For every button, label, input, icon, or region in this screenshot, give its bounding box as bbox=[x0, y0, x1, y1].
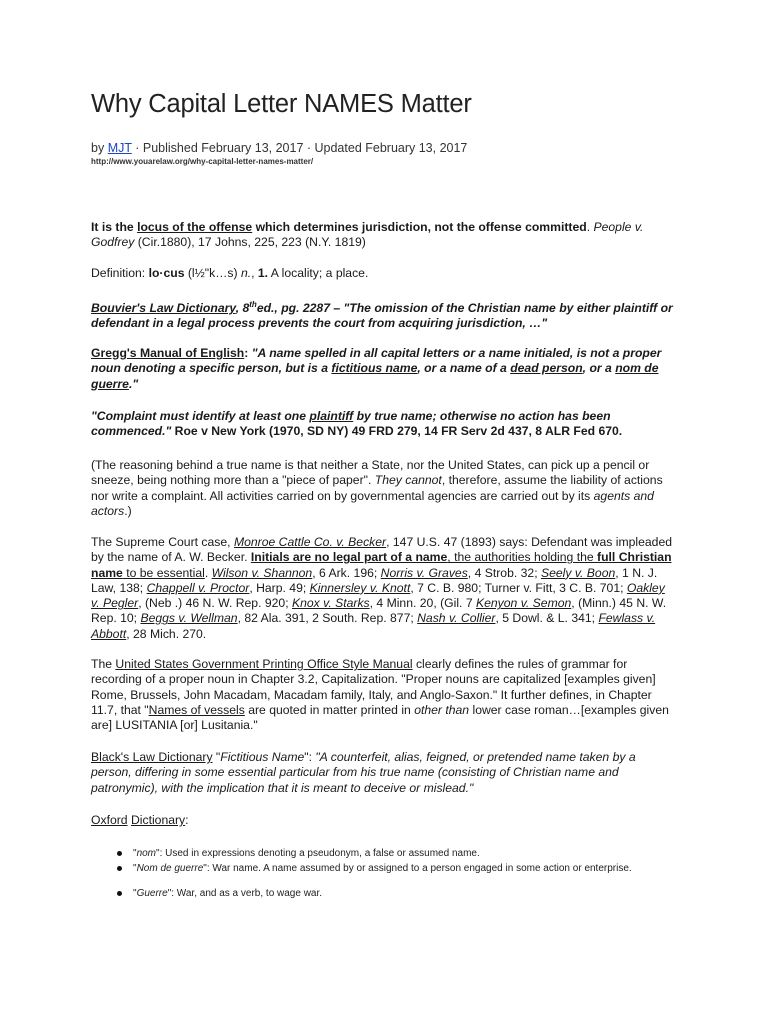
text-run: , 5 Dowl. & L. 341; bbox=[495, 611, 599, 626]
case-citation: Fewlass v. Abbott bbox=[91, 611, 656, 641]
text-run: ." bbox=[128, 376, 139, 391]
text-run: , (Minn.) 45 N. W. Rep. 10; bbox=[91, 596, 667, 626]
text-run: ed., pg. 2287 – "The omission of the Christian name by either plaintiff or defendant in a legal process prevents the court from acquiring jurisdiction, …" bbox=[91, 301, 673, 331]
text-run: by true name; otherwise no action has been commenced." bbox=[91, 409, 611, 439]
term: nom bbox=[136, 848, 157, 859]
text-run: Black's Law Dictionary bbox=[91, 750, 213, 764]
text-run: to be essential bbox=[122, 565, 205, 580]
text-run: fictitious name bbox=[331, 361, 418, 376]
list-item bbox=[91, 861, 676, 876]
bullet-icon bbox=[117, 891, 122, 896]
case-citation: Oakley v. Pegler bbox=[91, 580, 665, 611]
case-citation: Chappell v. Proctor bbox=[146, 580, 250, 595]
text-run: Definition: bbox=[91, 266, 149, 280]
text-run: , the authorities holding the bbox=[447, 550, 598, 565]
text-run: Roe v New York (1970, SD NY) 49 FRD 279, 14 FR Serv 2d 437, 8 ALR Fed 670. bbox=[171, 424, 623, 439]
text-run: It is the bbox=[91, 220, 138, 234]
text-run: , 147 U.S. 47 (1893) says: Defendant was impleaded by the name of A. W. Becker. bbox=[91, 535, 673, 565]
text-run: , 4 Minn. 20, (Gil. 7 bbox=[369, 596, 476, 611]
text-run: Fictitious Name bbox=[220, 750, 305, 764]
text-run: "Complaint must identify at least one bbox=[91, 409, 310, 423]
text-run: : bbox=[185, 813, 189, 827]
text-run: locus of the offense bbox=[137, 220, 253, 234]
text-run: . bbox=[204, 565, 212, 580]
text-run: Dictionary bbox=[130, 813, 186, 827]
paragraph-oxford bbox=[91, 813, 676, 828]
text-run: , or a name of a bbox=[417, 361, 511, 376]
text-run: Oxford bbox=[91, 813, 128, 827]
text-run: The Supreme Court case, bbox=[91, 535, 234, 549]
text-run: "A counterfeit, alias, feigned, or pretended name taken by a person, differing in some essential particular from his true name (consisting of Christian name and patronymic), with the implication that it is meant to deceive or mislead." bbox=[91, 750, 636, 795]
case-citation: Monroe Cattle Co. v. Becker bbox=[233, 535, 387, 549]
text-run: , 4 Strob. 32; bbox=[467, 565, 541, 580]
text-run: ": Used in expressions denoting a pseudonym, a false or assumed name. bbox=[156, 848, 480, 859]
text-run: dead person bbox=[510, 361, 583, 376]
text-run: Bouvier's Law Dictionary bbox=[91, 301, 236, 315]
case-citation: Knox v. Starks bbox=[291, 596, 370, 611]
paragraph-gpo-style bbox=[91, 657, 676, 733]
text-run: (l½"k…s) bbox=[184, 266, 241, 280]
text-run: " bbox=[133, 888, 137, 899]
text-run: Initials are no legal part of a name bbox=[250, 550, 448, 565]
text-run: , therefore, assume the liability of actions nor write a complaint. All activities carried on by governmental agencies are carried out by its bbox=[91, 473, 663, 503]
text-run: .) bbox=[124, 503, 132, 518]
text-run: n. bbox=[240, 266, 252, 280]
text-run: lower case roman…[examples given are] LUSITANIA [or] Lusitania." bbox=[91, 702, 669, 733]
paragraph-blacks bbox=[91, 750, 676, 796]
case-citation: Norris v. Graves bbox=[380, 565, 468, 580]
text-run: , 82 Ala. 391, 2 South. Rep. 877; bbox=[237, 611, 418, 626]
term: Guerre bbox=[136, 888, 168, 899]
byline bbox=[91, 141, 467, 155]
text-run: plaintiff bbox=[309, 409, 354, 423]
text-run: , or a bbox=[582, 361, 616, 376]
text-run: clearly defines the rules of grammar for recording of a proper noun in Chapter 3.2, Capitalization. "Proper nouns are capitalized [examples given] Rome, Brussels, John Macadam, Macadam family, Italy, and Anglo-Saxon." It further defines, in Chapter 11.7, that " bbox=[91, 657, 656, 717]
text-run: other than bbox=[414, 702, 470, 717]
bullet-icon bbox=[117, 866, 122, 871]
text-run: agents and actors bbox=[91, 488, 654, 518]
paragraph-greggs bbox=[91, 346, 676, 392]
case-citation: Kenyon v. Semon bbox=[475, 596, 572, 611]
text-run: full Christian name bbox=[91, 550, 672, 580]
paragraph-supreme-court bbox=[91, 535, 676, 642]
text-run: , 28 Mich. 270. bbox=[126, 626, 207, 641]
text-run: Gregg's Manual of English bbox=[91, 346, 245, 360]
list-item bbox=[91, 886, 676, 901]
paragraph-reasoning bbox=[91, 458, 676, 519]
text-run: United States Government Printing Office Style Manual bbox=[115, 657, 413, 671]
paragraph-locus bbox=[91, 220, 676, 251]
text-run: , 6 Ark. 196; bbox=[312, 565, 381, 580]
byline-prefix: by bbox=[91, 141, 108, 155]
case-citation: People v. Godfrey bbox=[91, 220, 644, 250]
source-url: http://www.youarelaw.org/why-capital-letter-names-matter/ bbox=[91, 157, 314, 166]
text-run: , 1 N. J. Law, 138; bbox=[91, 565, 658, 595]
author-link[interactable]: MJT bbox=[107, 141, 132, 155]
bullet-icon bbox=[117, 851, 122, 856]
text-run: , 7 C. B. 980; Turner v. Fitt, 3 C. B. 701; bbox=[410, 580, 627, 595]
text-run: , 8 bbox=[235, 301, 250, 315]
text-run: (The reasoning behind a true name is that neither a State, nor the United States, can pick up a pencil or sneeze, being nothing more than a "piece of paper". bbox=[91, 458, 650, 488]
text-run: (Cir.1880), 17 Johns, 225, 223 (N.Y. 1819) bbox=[134, 235, 366, 250]
term: Nom de guerre bbox=[136, 863, 204, 874]
text-run: lo·cus bbox=[148, 266, 185, 280]
text-run: 1. bbox=[257, 266, 269, 280]
text-run: ": War, and as a verb, to wage war. bbox=[167, 888, 323, 899]
text-run: . bbox=[586, 220, 594, 234]
text-run: " bbox=[133, 848, 137, 859]
text-run: are quoted in matter printed in bbox=[244, 702, 415, 717]
text-run: , (Neb .) 46 N. W. Rep. 920; bbox=[138, 596, 292, 611]
case-citation: Wilson v. Shannon bbox=[211, 565, 313, 580]
text-run: "A name spelled in all capital letters or a name initialed, is not a proper noun denoting a specific person, but is a bbox=[91, 346, 662, 376]
text-run: : bbox=[244, 346, 252, 360]
text-run: which determines jurisdiction, not the offense committed bbox=[252, 220, 587, 234]
text-run: ": bbox=[304, 750, 316, 764]
paragraph-definition bbox=[91, 266, 676, 281]
text-run: A locality; a place. bbox=[268, 266, 369, 280]
case-citation: Seely v. Boon bbox=[540, 565, 616, 580]
page-title: Why Capital Letter NAMES Matter bbox=[91, 90, 472, 118]
text-run: They cannot bbox=[374, 473, 442, 488]
text-run: " bbox=[212, 750, 221, 764]
text-run: " bbox=[133, 863, 137, 874]
byline-dates: · Published February 13, 2017 · Updated February 13, 2017 bbox=[131, 141, 468, 155]
text-run: ": War name. A name assumed by or assigned to a person engaged in some action or enterprise. bbox=[203, 863, 632, 874]
case-citation: Beggs v. Wellman bbox=[140, 611, 238, 626]
text-run: , bbox=[251, 266, 258, 280]
list-item bbox=[91, 846, 676, 861]
case-citation: Nash v. Collier bbox=[417, 611, 496, 626]
text-run: , Harp. 49; bbox=[249, 580, 310, 595]
case-citation: Kinnersley v. Knott bbox=[309, 580, 411, 595]
text-run: Names of vessels bbox=[148, 702, 245, 717]
definition-list bbox=[91, 846, 676, 901]
text-run: The bbox=[91, 657, 116, 671]
text-run: th bbox=[249, 300, 257, 309]
paragraph-complaint bbox=[91, 409, 676, 440]
text-run: nom de guerre bbox=[91, 361, 659, 391]
paragraph-bouvier bbox=[91, 297, 676, 332]
